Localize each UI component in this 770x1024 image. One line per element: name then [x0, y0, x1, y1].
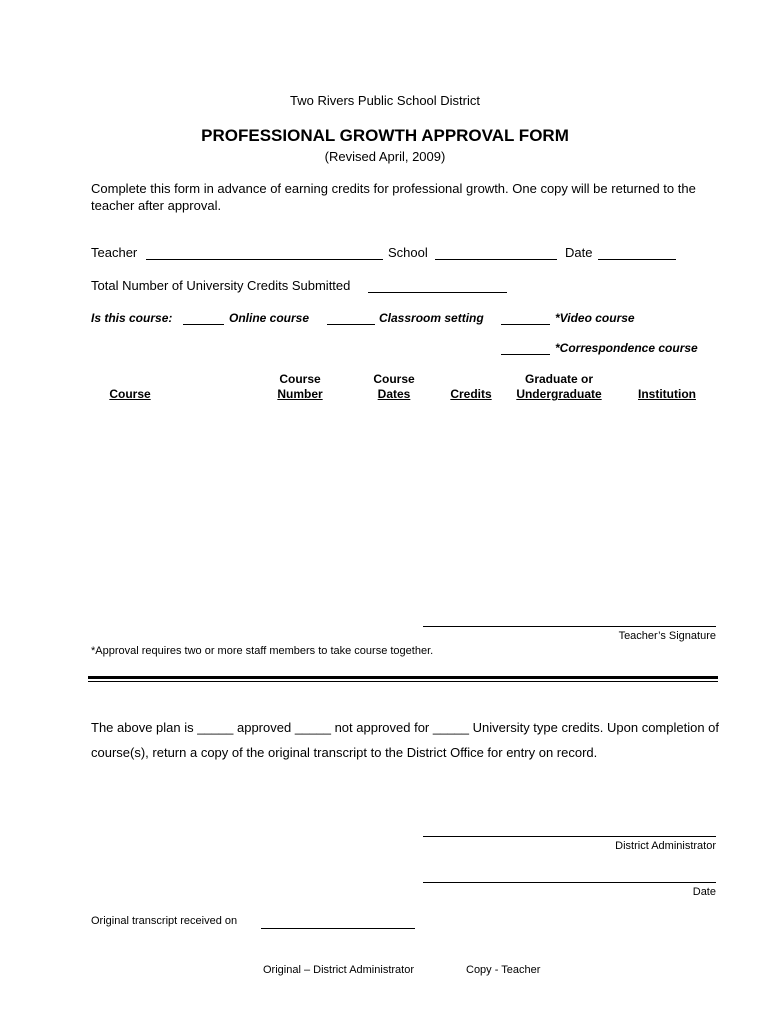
school-field[interactable]	[435, 246, 557, 260]
col-number-line2: Number	[277, 387, 323, 401]
teacher-label: Teacher	[91, 245, 138, 260]
decision-text: The above plan is _____ approved _____ not approved for _____ University type credits. Upon completion of course(s), return a copy of the original transcript to the District Office for entry on record.	[91, 720, 720, 760]
teacher-signature-label: Teacher’s Signature	[618, 630, 716, 642]
transcript-date-field[interactable]	[261, 916, 415, 929]
col-dates-line2: Dates	[377, 387, 411, 401]
admin-date-line[interactable]	[423, 882, 716, 883]
col-institution-text: Institution	[638, 387, 696, 401]
school-label: School	[388, 245, 428, 260]
col-credits-text: Credits	[450, 387, 492, 401]
district-name: Two Rivers Public School District	[290, 93, 480, 108]
admin-date-label: Date	[692, 886, 716, 898]
col-course-header	[100, 387, 160, 402]
approval-note: *Approval requires two or more staff members to take course together.	[91, 645, 434, 657]
correspondence-label: *Correspondence course	[555, 341, 698, 355]
col-grad-header	[506, 372, 612, 402]
correspondence-blank[interactable]	[501, 342, 550, 355]
section-divider-thick	[88, 676, 718, 679]
classroom-blank[interactable]	[327, 312, 375, 325]
col-number-line1: Course	[279, 372, 321, 386]
credits-label: Total Number of University Credits Submitted	[91, 278, 351, 293]
date-label: Date	[565, 245, 593, 260]
intro-text: Complete this form in advance of earning credits for professional growth. One copy will be returned to the teacher after approval.	[91, 181, 696, 213]
teacher-field[interactable]	[146, 246, 383, 260]
course-type-question: Is this course:	[91, 311, 173, 325]
credits-field[interactable]	[368, 279, 507, 293]
col-dates-header	[360, 372, 428, 402]
section-divider-thin	[88, 681, 718, 682]
footer-copy: Copy - Teacher	[466, 964, 541, 976]
footer-original: Original – District Administrator	[263, 964, 414, 976]
col-institution-header	[628, 387, 706, 402]
online-label: Online course	[229, 311, 310, 325]
col-credits-header	[443, 387, 499, 402]
classroom-label: Classroom setting	[379, 311, 484, 325]
date-field[interactable]	[598, 246, 676, 260]
video-label: *Video course	[555, 311, 635, 325]
col-course-text: Course	[109, 387, 151, 401]
form-title: PROFESSIONAL GROWTH APPROVAL FORM	[201, 126, 569, 145]
col-number-header	[262, 372, 338, 402]
admin-signature-label: District Administrator	[615, 840, 716, 852]
online-blank[interactable]	[183, 312, 224, 325]
col-dates-line1: Course	[373, 372, 415, 386]
video-blank[interactable]	[501, 312, 550, 325]
revised-date: (Revised April, 2009)	[324, 149, 446, 164]
transcript-label: Original transcript received on	[91, 915, 238, 927]
col-grad-line1: Graduate or	[524, 372, 593, 386]
col-grad-line2: Undergraduate	[516, 387, 602, 401]
admin-signature-line[interactable]	[423, 836, 716, 837]
teacher-signature-line[interactable]	[423, 626, 716, 627]
